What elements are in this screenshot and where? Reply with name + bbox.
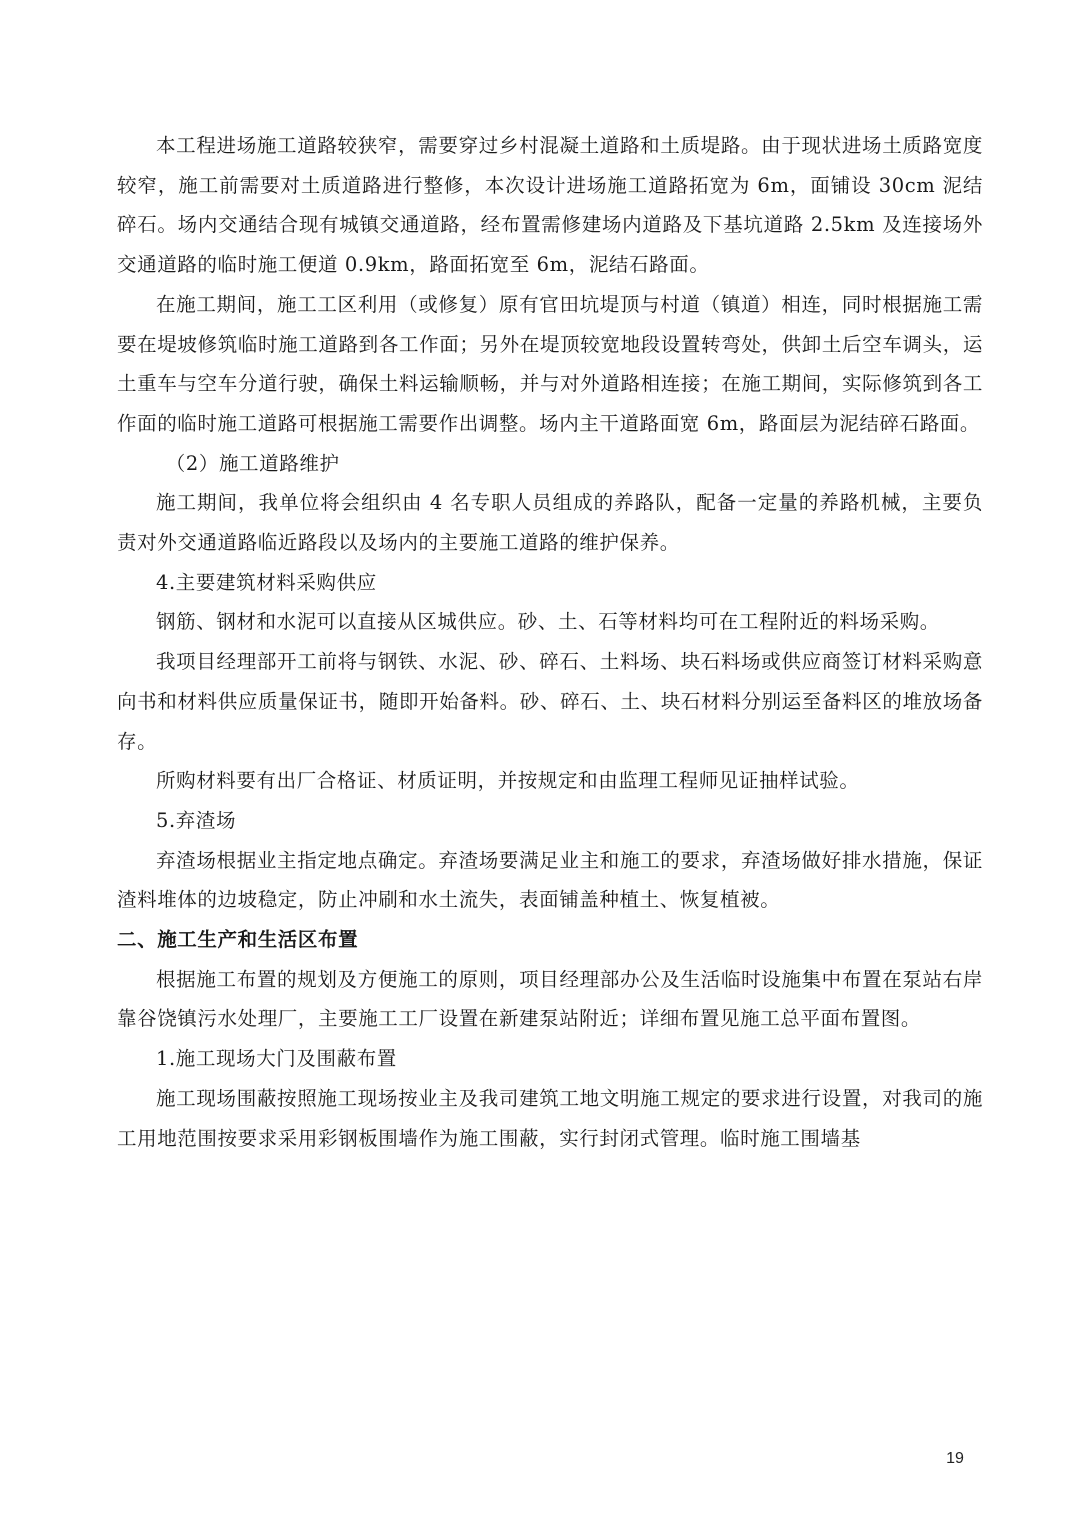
section-heading-production-living-area: 二、施工生产和生活区布置 <box>117 928 359 952</box>
paragraph-site-enclosure: 施工现场围蔽按照施工现场按业主及我司建筑工地文明施工规定的要求进行设置，对我司的施工用地范围按要求采用彩钢板围墙作为施工围蔽，实行封闭式管理。临时施工围墙基 <box>117 1086 983 1150</box>
paragraph-road-widening: 本工程进场施工道路较狭窄，需要穿过乡村混凝土道路和土质堤路。由于现状进场土质路宽度较窄，施工前需要对土质道路进行整修，本次设计进场施工道路拓宽为 6m，面铺设 30cm 泥结碎石。场内交通结合现有城镇交通道路，经布置需修建场内道路及下基坑道路 2.5km 及连接场外交通道路的临时施工便道 0.9km，路面拓宽至 6m，泥结石路面。 <box>117 134 983 277</box>
paragraph-material-certificates: 所购材料要有出厂合格证、材质证明，并按规定和由监理工程师见证抽样试验。 <box>156 769 860 793</box>
paragraph-spoil-ground: 弃渣场根据业主指定地点确定。弃渣场要满足业主和施工的要求，弃渣场做好排水措施，保证渣料堆体的边坡稳定，防止冲刷和水土流失，表面铺盖种植土、恢复植被。 <box>117 848 983 912</box>
paragraph-steel-cement-supply: 钢筋、钢材和水泥可以直接从区城供应。砂、土、石等材料均可在工程附近的料场采购。 <box>156 610 940 634</box>
subheading-spoil-ground: 5.弃渣场 <box>156 808 237 832</box>
page-number: 19 <box>946 1450 964 1467</box>
document-body <box>117 126 983 1158</box>
paragraph-site-layout: 根据施工布置的规划及方便施工的原则，项目经理部办公及生活临时设施集中布置在泵站右岸靠谷饶镇污水处理厂，主要施工工厂设置在新建泵站附近；详细布置见施工总平面布置图。 <box>117 967 983 1031</box>
subheading-road-maintenance: （2）施工道路维护 <box>165 451 340 475</box>
subheading-materials-procurement: 4.主要建筑材料采购供应 <box>156 570 377 594</box>
paragraph-road-maintenance-team: 施工期间，我单位将会组织由 4 名专职人员组成的养路队，配备一定量的养路机械，主要负责对外交通道路临近路段以及场内的主要施工道路的维护保养。 <box>117 491 983 555</box>
subheading-site-gate-enclosure: 1.施工现场大门及围蔽布置 <box>156 1047 397 1071</box>
paragraph-construction-period-roads: 在施工期间，施工工区利用（或修复）原有官田坑堤顶与村道（镇道）相连，同时根据施工需要在堤坡修筑临时施工道路到各工作面；另外在堤顶较宽地段设置转弯处，供卸土后空车调头，运土重车与空车分道行驶，确保土料运输顺畅，并与对外道路相连接；在施工期间，实际修筑到各工作面的临时施工道路可根据施工需要作出调整。场内主干道路面宽 6m，路面层为泥结碎石路面。 <box>117 292 983 435</box>
paragraph-supplier-contracts: 我项目经理部开工前将与钢铁、水泥、砂、碎石、土料场、块石料场或供应商签订材料采购意向书和材料供应质量保证书，随即开始备料。砂、碎石、土、块石材料分别运至备料区的堆放场备存。 <box>117 650 983 753</box>
